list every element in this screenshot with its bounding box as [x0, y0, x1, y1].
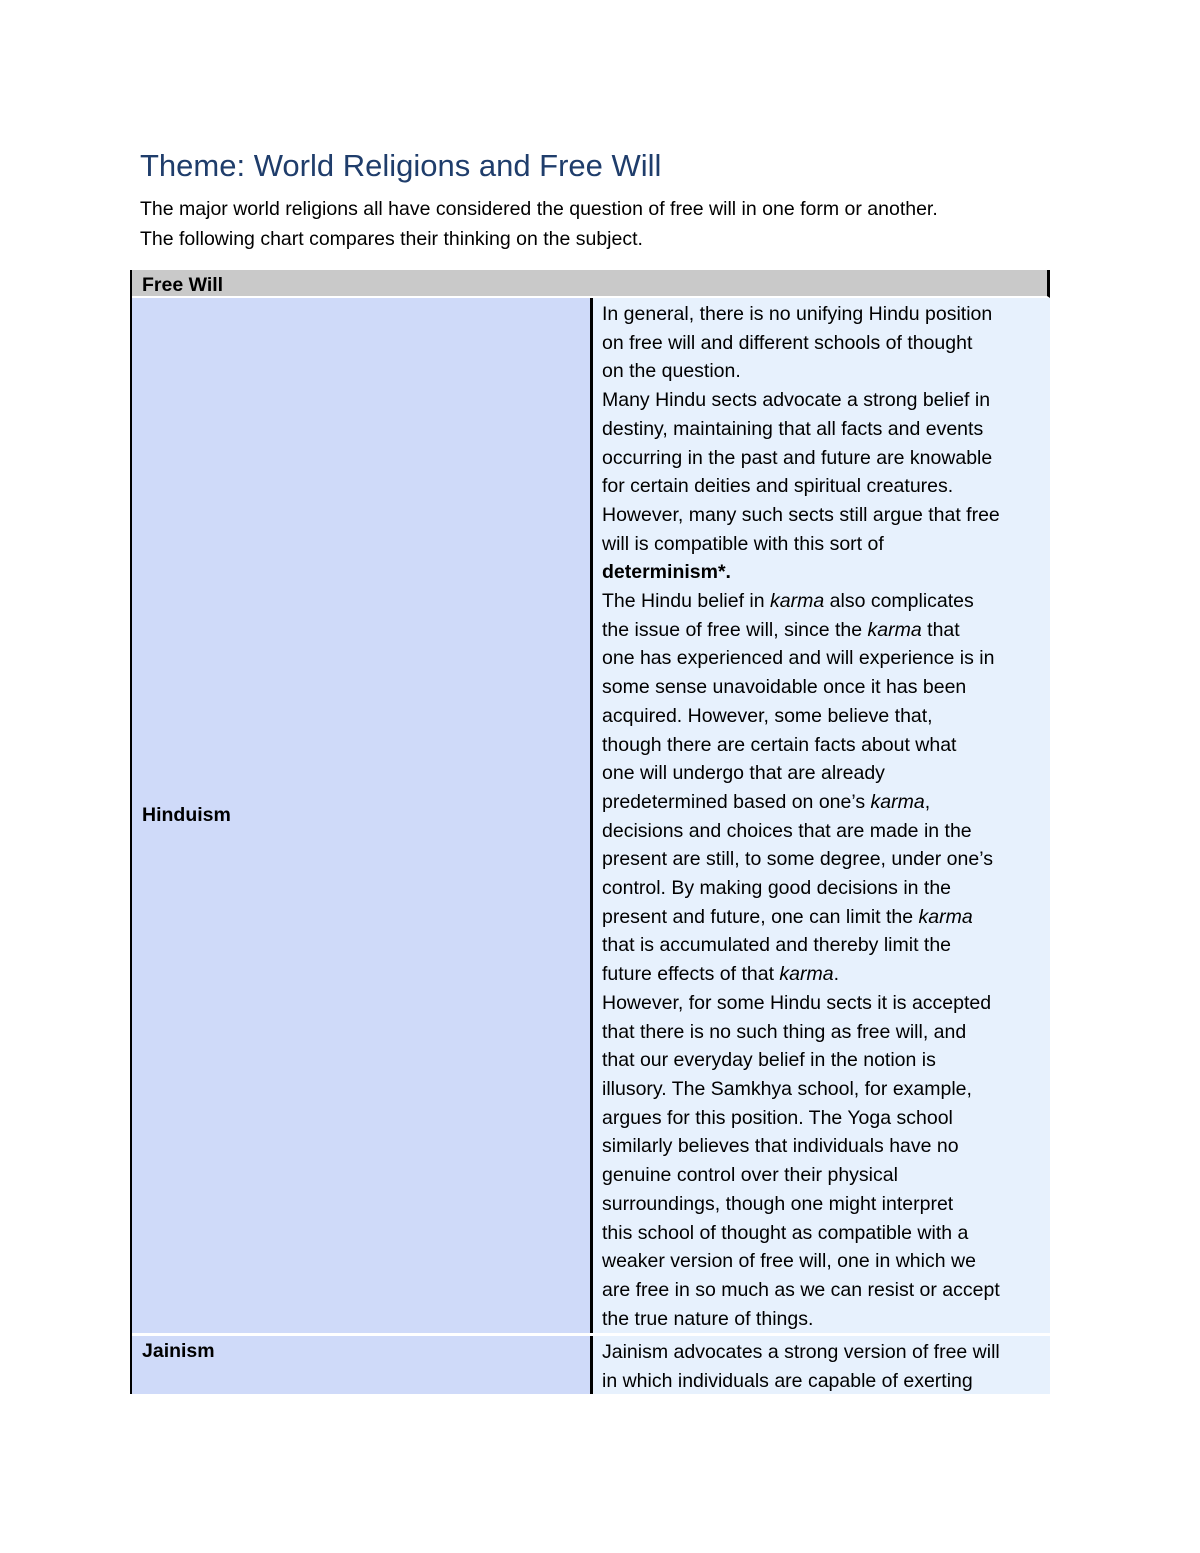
text-line: for certain deities and spiritual creatures.	[602, 475, 954, 498]
text-line: one has experienced and will experience is in	[602, 647, 995, 670]
text-line: Jainism advocates a strong version of free will	[602, 1341, 1000, 1364]
text-line: Many Hindu sects advocate a strong belief in	[602, 389, 991, 412]
text-line: are free in so much as we can resist or accept	[602, 1278, 1000, 1301]
text-line: The Hindu belief in karma also complicates	[602, 590, 974, 613]
karma-term: karma	[870, 790, 925, 813]
determinism-term: determinism*.	[602, 561, 731, 584]
religion-cell	[132, 1336, 590, 1394]
text-line: some sense unavoidable once it has been	[602, 676, 967, 699]
text-line: one will undergo that are already	[602, 762, 885, 785]
religion-cell	[132, 298, 590, 1333]
text-line: destiny, maintaining that all facts and events	[602, 417, 984, 440]
text-line: predetermined based on one’s karma,	[602, 790, 931, 813]
religion-label: Hinduism	[142, 804, 231, 827]
karma-term: karma	[779, 963, 834, 986]
text-line: However, many such sects still argue that free	[602, 503, 1000, 526]
hinduism-description	[602, 300, 1044, 1333]
table-row	[132, 298, 1050, 1336]
text-line: decisions and choices that are made in the	[602, 819, 972, 842]
religion-label: Jainism	[142, 1340, 215, 1363]
text-line: that our everyday belief in the notion is	[602, 1049, 936, 1072]
text-line: acquired. However, some believe that,	[602, 704, 933, 727]
comparison-table	[130, 270, 1050, 1394]
text-line: the issue of free will, since the karma that	[602, 618, 960, 641]
table-row	[132, 1336, 1050, 1394]
text-line: that is accumulated and thereby limit the	[602, 934, 952, 957]
text-line: surroundings, though one might interpret	[602, 1192, 954, 1215]
page-title: Theme: World Religions and Free Will	[140, 148, 662, 183]
text-line: similarly believes that individuals have no	[602, 1135, 959, 1158]
karma-term: karma	[770, 590, 825, 613]
intro-paragraph	[140, 194, 1060, 254]
table-header: Free Will	[132, 270, 1050, 298]
karma-term: karma	[918, 905, 973, 928]
text-line: on the question.	[602, 360, 741, 383]
text-line: the true nature of things.	[602, 1307, 814, 1330]
jainism-description	[602, 1338, 1044, 1394]
text-line: will is compatible with this sort of	[602, 532, 884, 555]
description-cell	[590, 298, 1050, 1333]
text-line: control. By making good decisions in the	[602, 877, 952, 900]
text-line: However, for some Hindu sects it is accepted	[602, 991, 992, 1014]
text-line: that there is no such thing as free will, and	[602, 1020, 967, 1043]
text-line: on free will and different schools of thought	[602, 331, 973, 354]
text-line: In general, there is no unifying Hindu position	[602, 303, 993, 325]
text-line: in which individuals are capable of exerting	[602, 1370, 973, 1393]
text-line: illusory. The Samkhya school, for example,	[602, 1077, 972, 1100]
text-line: future effects of that karma.	[602, 963, 840, 986]
text-line: present and future, one can limit the karma	[602, 905, 973, 928]
karma-term: karma	[867, 618, 922, 641]
text-line: weaker version of free will, one in which we	[602, 1250, 976, 1273]
text-line: this school of thought as compatible with a	[602, 1221, 969, 1244]
text-line: occurring in the past and future are knowable	[602, 446, 993, 469]
text-line: argues for this position. The Yoga school	[602, 1106, 953, 1129]
intro-line: The following chart compares their thinking on the subject.	[140, 228, 643, 250]
text-line: genuine control over their physical	[602, 1164, 898, 1187]
text-line	[602, 558, 1044, 587]
text-line: though there are certain facts about what	[602, 733, 957, 756]
intro-line: The major world religions all have considered the question of free will in one form or another.	[140, 198, 938, 220]
description-cell	[590, 1336, 1050, 1394]
text-line: present are still, to some degree, under one’s	[602, 848, 993, 871]
